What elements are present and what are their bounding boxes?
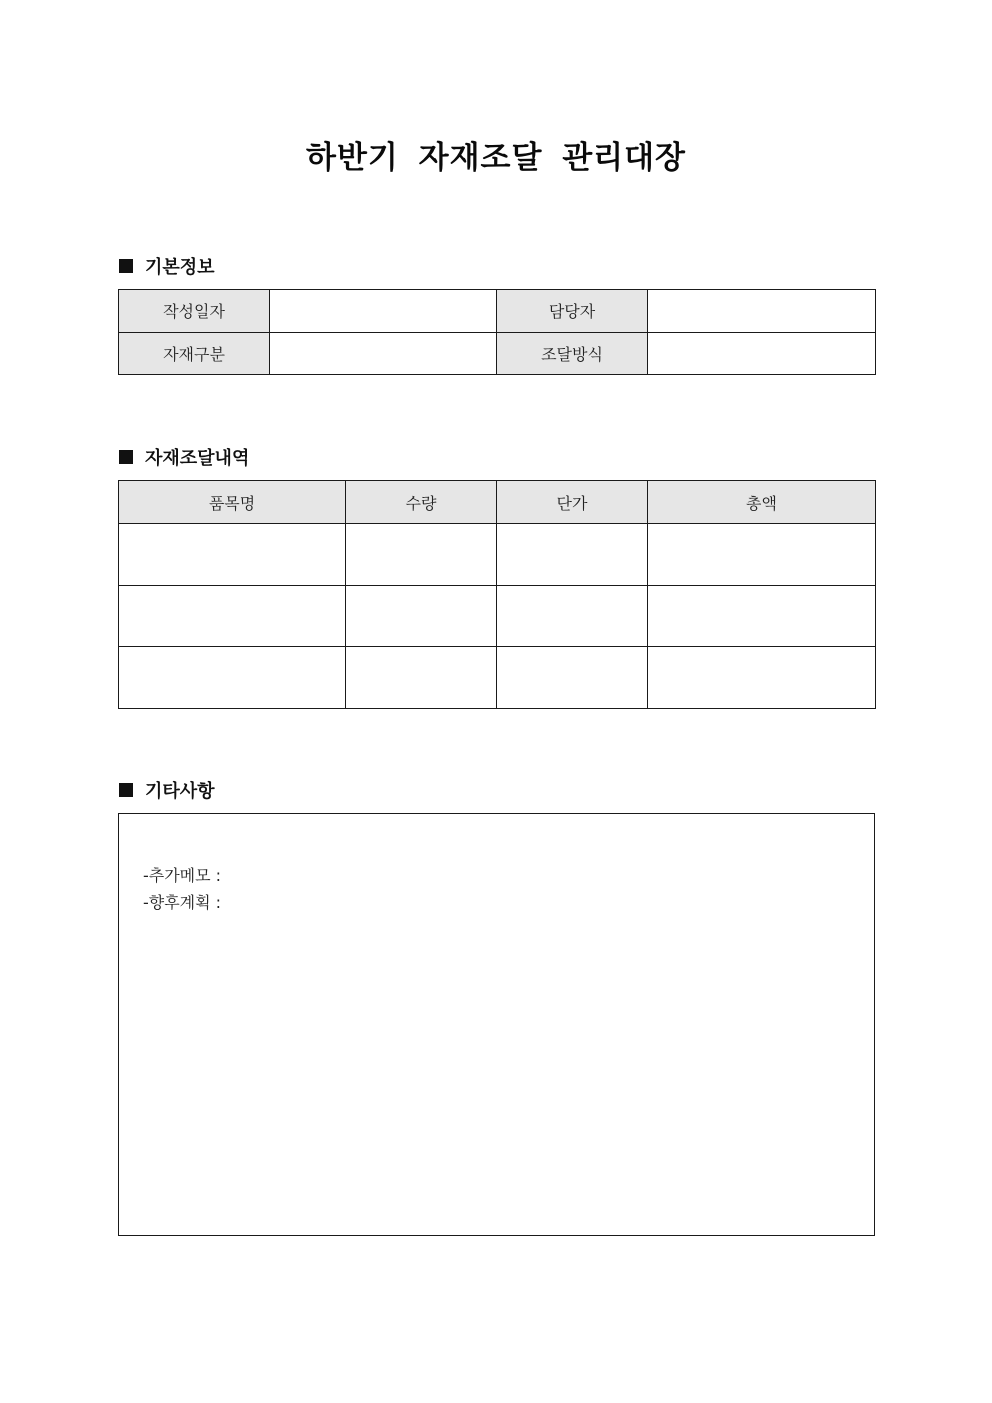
table-row (119, 290, 876, 333)
remarks-line-future-plan (143, 889, 221, 916)
cell-item-name[interactable] (119, 647, 346, 709)
remarks-label-future-plan: -향후계획 : (143, 893, 222, 912)
label-created-date: 작성일자 (119, 290, 270, 333)
label-material-category: 자재구분 (119, 332, 270, 375)
section-heading-remarks (119, 777, 215, 803)
label-procurement-method: 조달방식 (497, 332, 648, 375)
table-row (119, 585, 876, 647)
cell-quantity[interactable] (346, 524, 497, 586)
cell-unit-price[interactable] (497, 647, 648, 709)
procurement-details-table (118, 480, 876, 709)
table-row (119, 524, 876, 586)
cell-unit-price[interactable] (497, 585, 648, 647)
section-heading-label: 자재조달내역 (145, 448, 250, 469)
section-heading-basic-info (119, 253, 215, 279)
section-heading-procurement-details (119, 444, 249, 470)
square-bullet-icon (119, 450, 133, 464)
column-header-total-amount: 총액 (648, 481, 876, 524)
square-bullet-icon (119, 783, 133, 797)
cell-total-amount[interactable] (648, 647, 876, 709)
remarks-lines (143, 862, 221, 916)
cell-item-name[interactable] (119, 524, 346, 586)
column-header-item-name: 품목명 (119, 481, 346, 524)
cell-total-amount[interactable] (648, 524, 876, 586)
field-procurement-method[interactable] (648, 332, 876, 375)
remarks-line-additional-memo (143, 862, 221, 889)
square-bullet-icon (119, 259, 133, 273)
table-row (119, 332, 876, 375)
field-manager[interactable] (648, 290, 876, 333)
document-title: 하반기 자재조달 관리대장 (306, 140, 686, 176)
remarks-box[interactable] (118, 813, 875, 1236)
cell-unit-price[interactable] (497, 524, 648, 586)
table-header-row (119, 481, 876, 524)
cell-total-amount[interactable] (648, 585, 876, 647)
field-created-date[interactable] (270, 290, 497, 333)
section-heading-label: 기본정보 (145, 257, 215, 278)
basic-info-table (118, 289, 876, 375)
label-manager: 담당자 (497, 290, 648, 333)
cell-item-name[interactable] (119, 585, 346, 647)
column-header-unit-price: 단가 (497, 481, 648, 524)
field-material-category[interactable] (270, 332, 497, 375)
table-row (119, 647, 876, 709)
cell-quantity[interactable] (346, 585, 497, 647)
remarks-label-additional-memo: -추가메모 : (143, 866, 222, 885)
section-heading-label: 기타사항 (145, 781, 215, 802)
column-header-quantity: 수량 (346, 481, 497, 524)
cell-quantity[interactable] (346, 647, 497, 709)
